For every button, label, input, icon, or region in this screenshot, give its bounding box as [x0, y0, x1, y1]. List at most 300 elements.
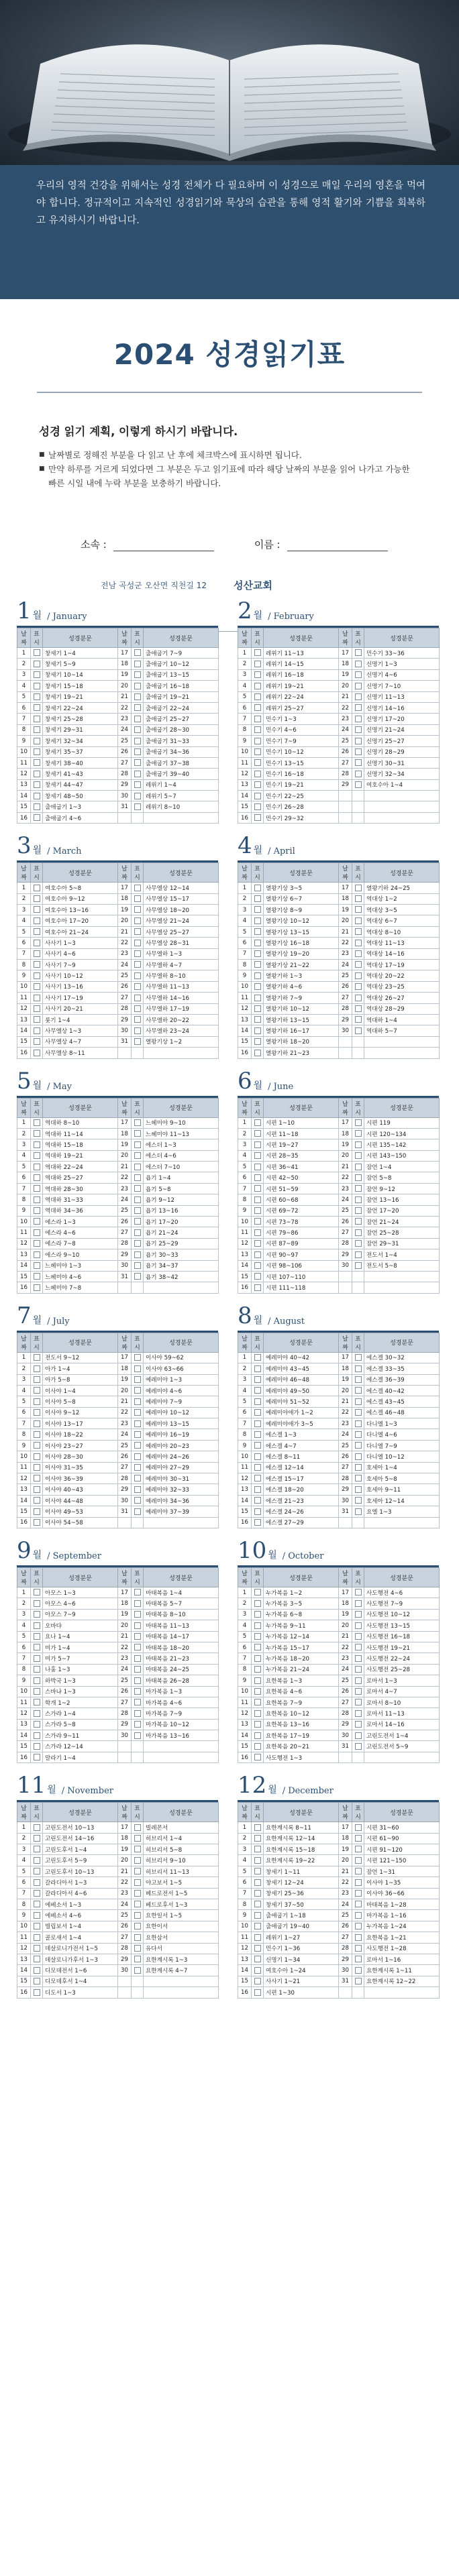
checkbox[interactable] — [355, 906, 362, 913]
checkbox[interactable] — [355, 1835, 362, 1842]
checkbox[interactable] — [134, 1185, 141, 1192]
checkbox[interactable] — [34, 1732, 40, 1739]
checkbox[interactable] — [254, 759, 261, 766]
checkbox[interactable] — [34, 1196, 40, 1203]
checkbox[interactable] — [355, 1879, 362, 1886]
checkbox[interactable] — [34, 1218, 40, 1225]
checkbox[interactable] — [254, 1879, 261, 1886]
checkbox[interactable] — [134, 906, 141, 913]
checkbox[interactable] — [254, 1721, 261, 1728]
checkbox[interactable] — [134, 1431, 141, 1438]
checkbox[interactable] — [134, 1857, 141, 1864]
checkbox[interactable] — [254, 704, 261, 711]
checkbox[interactable] — [134, 1273, 141, 1280]
checkbox[interactable] — [134, 759, 141, 766]
checkbox[interactable] — [254, 1376, 261, 1383]
checkbox[interactable] — [34, 1229, 40, 1236]
checkbox[interactable] — [134, 995, 141, 1001]
checkbox[interactable] — [254, 1050, 261, 1056]
checkbox[interactable] — [254, 995, 261, 1001]
checkbox[interactable] — [34, 885, 40, 891]
checkbox[interactable] — [34, 1508, 40, 1515]
checkbox[interactable] — [34, 1207, 40, 1214]
checkbox[interactable] — [134, 972, 141, 979]
checkbox[interactable] — [34, 1152, 40, 1159]
checkbox[interactable] — [355, 1846, 362, 1852]
checkbox[interactable] — [34, 1743, 40, 1750]
checkbox[interactable] — [355, 1688, 362, 1695]
checkbox[interactable] — [355, 1912, 362, 1919]
checkbox[interactable] — [34, 781, 40, 788]
checkbox[interactable] — [254, 1284, 261, 1291]
checkbox[interactable] — [34, 759, 40, 766]
checkbox[interactable] — [34, 1710, 40, 1717]
checkbox[interactable] — [355, 1229, 362, 1236]
checkbox[interactable] — [355, 1409, 362, 1416]
checkbox[interactable] — [355, 1868, 362, 1874]
checkbox[interactable] — [254, 1611, 261, 1618]
checkbox[interactable] — [134, 940, 141, 946]
checkbox[interactable] — [254, 1912, 261, 1919]
checkbox[interactable] — [34, 1824, 40, 1831]
checkbox[interactable] — [34, 1251, 40, 1258]
checkbox[interactable] — [34, 1365, 40, 1372]
checkbox[interactable] — [254, 1464, 261, 1471]
checkbox[interactable] — [355, 1497, 362, 1504]
checkbox[interactable] — [134, 1016, 141, 1023]
checkbox[interactable] — [355, 1475, 362, 1481]
checkbox[interactable] — [134, 1611, 141, 1618]
checkbox[interactable] — [34, 1398, 40, 1405]
checkbox[interactable] — [355, 1174, 362, 1181]
checkbox[interactable] — [34, 995, 40, 1001]
checkbox[interactable] — [254, 1633, 261, 1640]
checkbox[interactable] — [355, 716, 362, 722]
checkbox[interactable] — [34, 950, 40, 957]
checkbox[interactable] — [134, 950, 141, 957]
checkbox[interactable] — [254, 1398, 261, 1405]
checkbox[interactable] — [134, 1218, 141, 1225]
checkbox[interactable] — [34, 1967, 40, 1974]
checkbox[interactable] — [355, 983, 362, 990]
checkbox[interactable] — [134, 671, 141, 678]
checkbox[interactable] — [355, 1967, 362, 1974]
checkbox[interactable] — [254, 1655, 261, 1662]
checkbox[interactable] — [134, 1835, 141, 1842]
checkbox[interactable] — [355, 917, 362, 924]
checkbox[interactable] — [254, 1890, 261, 1897]
checkbox[interactable] — [254, 1732, 261, 1739]
checkbox[interactable] — [355, 961, 362, 968]
checkbox[interactable] — [34, 1890, 40, 1897]
checkbox[interactable] — [34, 793, 40, 799]
checkbox[interactable] — [355, 1508, 362, 1515]
checkbox[interactable] — [355, 1824, 362, 1831]
checkbox[interactable] — [254, 1868, 261, 1874]
checkbox[interactable] — [254, 1038, 261, 1045]
checkbox[interactable] — [134, 704, 141, 711]
checkbox[interactable] — [254, 1207, 261, 1214]
checkbox[interactable] — [254, 803, 261, 810]
checkbox[interactable] — [34, 972, 40, 979]
checkbox[interactable] — [355, 1655, 362, 1662]
checkbox[interactable] — [34, 1600, 40, 1607]
checkbox[interactable] — [34, 1262, 40, 1269]
checkbox[interactable] — [34, 1677, 40, 1684]
checkbox[interactable] — [134, 1398, 141, 1405]
checkbox[interactable] — [254, 738, 261, 744]
checkbox[interactable] — [134, 1354, 141, 1361]
checkbox[interactable] — [355, 1600, 362, 1607]
checkbox[interactable] — [134, 1005, 141, 1012]
checkbox[interactable] — [355, 1027, 362, 1034]
checkbox[interactable] — [134, 1376, 141, 1383]
checkbox[interactable] — [355, 885, 362, 891]
checkbox[interactable] — [134, 1677, 141, 1684]
checkbox[interactable] — [134, 781, 141, 788]
checkbox[interactable] — [355, 1398, 362, 1405]
checkbox[interactable] — [254, 895, 261, 902]
checkbox[interactable] — [254, 1677, 261, 1684]
checkbox[interactable] — [355, 1464, 362, 1471]
checkbox[interactable] — [34, 1912, 40, 1919]
checkbox[interactable] — [355, 1453, 362, 1460]
checkbox[interactable] — [34, 738, 40, 744]
checkbox[interactable] — [34, 771, 40, 777]
checkbox[interactable] — [134, 885, 141, 891]
checkbox[interactable] — [134, 1666, 141, 1673]
checkbox[interactable] — [355, 1611, 362, 1618]
checkbox[interactable] — [34, 803, 40, 810]
checkbox[interactable] — [34, 928, 40, 935]
checkbox[interactable] — [34, 1376, 40, 1383]
checkbox[interactable] — [134, 1119, 141, 1126]
checkbox[interactable] — [134, 661, 141, 667]
checkbox[interactable] — [355, 726, 362, 733]
checkbox[interactable] — [134, 771, 141, 777]
checkbox[interactable] — [34, 1119, 40, 1126]
checkbox[interactable] — [134, 1721, 141, 1728]
checkbox[interactable] — [34, 1989, 40, 1996]
checkbox[interactable] — [34, 1699, 40, 1705]
checkbox[interactable] — [355, 1644, 362, 1650]
checkbox[interactable] — [34, 1879, 40, 1886]
checkbox[interactable] — [254, 1027, 261, 1034]
checkbox[interactable] — [355, 704, 362, 711]
checkbox[interactable] — [254, 1262, 261, 1269]
checkbox[interactable] — [34, 1754, 40, 1760]
checkbox[interactable] — [134, 1956, 141, 1962]
checkbox[interactable] — [355, 1376, 362, 1383]
checkbox[interactable] — [254, 1251, 261, 1258]
affiliation-field[interactable] — [113, 540, 214, 551]
checkbox[interactable] — [355, 748, 362, 755]
checkbox[interactable] — [355, 972, 362, 979]
checkbox[interactable] — [254, 1622, 261, 1629]
checkbox[interactable] — [254, 1273, 261, 1280]
checkbox[interactable] — [254, 885, 261, 891]
checkbox[interactable] — [254, 1475, 261, 1481]
checkbox[interactable] — [254, 1945, 261, 1952]
checkbox[interactable] — [134, 1365, 141, 1372]
checkbox[interactable] — [254, 1934, 261, 1941]
checkbox[interactable] — [34, 1589, 40, 1595]
checkbox[interactable] — [134, 1486, 141, 1493]
checkbox[interactable] — [34, 726, 40, 733]
checkbox[interactable] — [254, 906, 261, 913]
checkbox[interactable] — [34, 1164, 40, 1170]
checkbox[interactable] — [34, 917, 40, 924]
checkbox[interactable] — [34, 1633, 40, 1640]
checkbox[interactable] — [134, 1027, 141, 1034]
checkbox[interactable] — [134, 1633, 141, 1640]
checkbox[interactable] — [254, 1989, 261, 1996]
name-field[interactable] — [287, 540, 388, 551]
checkbox[interactable] — [34, 748, 40, 755]
checkbox[interactable] — [355, 1240, 362, 1247]
checkbox[interactable] — [254, 814, 261, 821]
checkbox[interactable] — [254, 1978, 261, 1984]
checkbox[interactable] — [34, 1655, 40, 1662]
checkbox[interactable] — [134, 748, 141, 755]
checkbox[interactable] — [134, 1038, 141, 1045]
checkbox[interactable] — [254, 1699, 261, 1705]
checkbox[interactable] — [254, 1519, 261, 1526]
checkbox[interactable] — [34, 1027, 40, 1034]
checkbox[interactable] — [134, 1901, 141, 1907]
checkbox[interactable] — [355, 1743, 362, 1750]
checkbox[interactable] — [34, 814, 40, 821]
checkbox[interactable] — [34, 1273, 40, 1280]
checkbox[interactable] — [355, 1387, 362, 1394]
checkbox[interactable] — [254, 1589, 261, 1595]
checkbox[interactable] — [34, 1611, 40, 1618]
checkbox[interactable] — [355, 1857, 362, 1864]
checkbox[interactable] — [254, 1196, 261, 1203]
checkbox[interactable] — [254, 1453, 261, 1460]
checkbox[interactable] — [254, 1743, 261, 1750]
checkbox[interactable] — [355, 1622, 362, 1629]
checkbox[interactable] — [254, 1016, 261, 1023]
checkbox[interactable] — [34, 1387, 40, 1394]
checkbox[interactable] — [34, 1050, 40, 1056]
checkbox[interactable] — [134, 1442, 141, 1449]
checkbox[interactable] — [355, 1152, 362, 1159]
checkbox[interactable] — [134, 726, 141, 733]
checkbox[interactable] — [254, 1164, 261, 1170]
checkbox[interactable] — [134, 1655, 141, 1662]
checkbox[interactable] — [34, 1475, 40, 1481]
checkbox[interactable] — [254, 1174, 261, 1181]
checkbox[interactable] — [254, 1497, 261, 1504]
checkbox[interactable] — [355, 1016, 362, 1023]
checkbox[interactable] — [254, 983, 261, 990]
checkbox[interactable] — [355, 950, 362, 957]
checkbox[interactable] — [34, 1868, 40, 1874]
checkbox[interactable] — [355, 1486, 362, 1493]
checkbox[interactable] — [34, 895, 40, 902]
checkbox[interactable] — [355, 1262, 362, 1269]
checkbox[interactable] — [355, 1141, 362, 1148]
checkbox[interactable] — [254, 940, 261, 946]
checkbox[interactable] — [134, 1846, 141, 1852]
checkbox[interactable] — [34, 1431, 40, 1438]
checkbox[interactable] — [355, 1431, 362, 1438]
checkbox[interactable] — [254, 793, 261, 799]
checkbox[interactable] — [34, 1486, 40, 1493]
checkbox[interactable] — [134, 793, 141, 799]
checkbox[interactable] — [134, 1409, 141, 1416]
checkbox[interactable] — [355, 1185, 362, 1192]
checkbox[interactable] — [134, 1868, 141, 1874]
checkbox[interactable] — [34, 683, 40, 689]
checkbox[interactable] — [134, 683, 141, 689]
checkbox[interactable] — [134, 1262, 141, 1269]
checkbox[interactable] — [34, 1130, 40, 1137]
checkbox[interactable] — [254, 726, 261, 733]
checkbox[interactable] — [134, 1207, 141, 1214]
checkbox[interactable] — [254, 683, 261, 689]
checkbox[interactable] — [254, 1442, 261, 1449]
checkbox[interactable] — [134, 1152, 141, 1159]
checkbox[interactable] — [355, 649, 362, 656]
checkbox[interactable] — [254, 781, 261, 788]
checkbox[interactable] — [254, 693, 261, 700]
checkbox[interactable] — [134, 1130, 141, 1137]
checkbox[interactable] — [134, 1497, 141, 1504]
checkbox[interactable] — [134, 1879, 141, 1886]
checkbox[interactable] — [34, 1923, 40, 1929]
checkbox[interactable] — [134, 1164, 141, 1170]
checkbox[interactable] — [254, 1431, 261, 1438]
checkbox[interactable] — [134, 1387, 141, 1394]
checkbox[interactable] — [254, 961, 261, 968]
checkbox[interactable] — [355, 1978, 362, 1984]
checkbox[interactable] — [134, 895, 141, 902]
checkbox[interactable] — [134, 917, 141, 924]
checkbox[interactable] — [34, 1644, 40, 1650]
checkbox[interactable] — [34, 716, 40, 722]
checkbox[interactable] — [355, 759, 362, 766]
checkbox[interactable] — [355, 1732, 362, 1739]
checkbox[interactable] — [134, 1508, 141, 1515]
checkbox[interactable] — [34, 1978, 40, 1984]
checkbox[interactable] — [355, 1005, 362, 1012]
checkbox[interactable] — [355, 1633, 362, 1640]
checkbox[interactable] — [134, 1824, 141, 1831]
checkbox[interactable] — [34, 1945, 40, 1952]
checkbox[interactable] — [34, 1354, 40, 1361]
checkbox[interactable] — [254, 1354, 261, 1361]
checkbox[interactable] — [254, 1644, 261, 1650]
checkbox[interactable] — [355, 683, 362, 689]
checkbox[interactable] — [34, 1835, 40, 1842]
checkbox[interactable] — [355, 671, 362, 678]
checkbox[interactable] — [254, 1229, 261, 1236]
checkbox[interactable] — [355, 1666, 362, 1673]
checkbox[interactable] — [355, 940, 362, 946]
checkbox[interactable] — [134, 983, 141, 990]
checkbox[interactable] — [134, 1912, 141, 1919]
checkbox[interactable] — [355, 1934, 362, 1941]
checkbox[interactable] — [134, 1644, 141, 1650]
checkbox[interactable] — [254, 972, 261, 979]
checkbox[interactable] — [254, 917, 261, 924]
checkbox[interactable] — [34, 1688, 40, 1695]
checkbox[interactable] — [34, 1846, 40, 1852]
checkbox[interactable] — [254, 1486, 261, 1493]
checkbox[interactable] — [254, 1409, 261, 1416]
checkbox[interactable] — [134, 1475, 141, 1481]
checkbox[interactable] — [134, 1732, 141, 1739]
checkbox[interactable] — [254, 649, 261, 656]
checkbox[interactable] — [355, 1945, 362, 1952]
checkbox[interactable] — [134, 738, 141, 744]
checkbox[interactable] — [355, 1196, 362, 1203]
checkbox[interactable] — [34, 1141, 40, 1148]
checkbox[interactable] — [134, 1945, 141, 1952]
checkbox[interactable] — [254, 1387, 261, 1394]
checkbox[interactable] — [134, 928, 141, 935]
checkbox[interactable] — [254, 1754, 261, 1760]
checkbox[interactable] — [134, 1420, 141, 1427]
checkbox[interactable] — [355, 1901, 362, 1907]
checkbox[interactable] — [254, 1130, 261, 1137]
checkbox[interactable] — [254, 1824, 261, 1831]
checkbox[interactable] — [134, 803, 141, 810]
checkbox[interactable] — [355, 928, 362, 935]
checkbox[interactable] — [355, 661, 362, 667]
checkbox[interactable] — [355, 995, 362, 1001]
checkbox[interactable] — [34, 1956, 40, 1962]
checkbox[interactable] — [34, 1464, 40, 1471]
checkbox[interactable] — [34, 1519, 40, 1526]
checkbox[interactable] — [254, 1185, 261, 1192]
checkbox[interactable] — [254, 716, 261, 722]
checkbox[interactable] — [34, 983, 40, 990]
checkbox[interactable] — [355, 1119, 362, 1126]
checkbox[interactable] — [34, 1240, 40, 1247]
checkbox[interactable] — [254, 671, 261, 678]
checkbox[interactable] — [355, 1923, 362, 1929]
checkbox[interactable] — [254, 1119, 261, 1126]
checkbox[interactable] — [34, 906, 40, 913]
checkbox[interactable] — [34, 940, 40, 946]
checkbox[interactable] — [355, 1699, 362, 1705]
checkbox[interactable] — [34, 704, 40, 711]
checkbox[interactable] — [34, 661, 40, 667]
checkbox[interactable] — [254, 1666, 261, 1673]
checkbox[interactable] — [254, 661, 261, 667]
checkbox[interactable] — [34, 961, 40, 968]
checkbox[interactable] — [355, 693, 362, 700]
checkbox[interactable] — [254, 771, 261, 777]
checkbox[interactable] — [34, 1016, 40, 1023]
checkbox[interactable] — [34, 1005, 40, 1012]
checkbox[interactable] — [254, 1420, 261, 1427]
checkbox[interactable] — [134, 1710, 141, 1717]
checkbox[interactable] — [355, 1354, 362, 1361]
checkbox[interactable] — [134, 1923, 141, 1929]
checkbox[interactable] — [355, 1365, 362, 1372]
checkbox[interactable] — [355, 1218, 362, 1225]
checkbox[interactable] — [134, 1196, 141, 1203]
checkbox[interactable] — [134, 1967, 141, 1974]
checkbox[interactable] — [254, 1240, 261, 1247]
checkbox[interactable] — [134, 1622, 141, 1629]
checkbox[interactable] — [254, 1005, 261, 1012]
checkbox[interactable] — [254, 748, 261, 755]
